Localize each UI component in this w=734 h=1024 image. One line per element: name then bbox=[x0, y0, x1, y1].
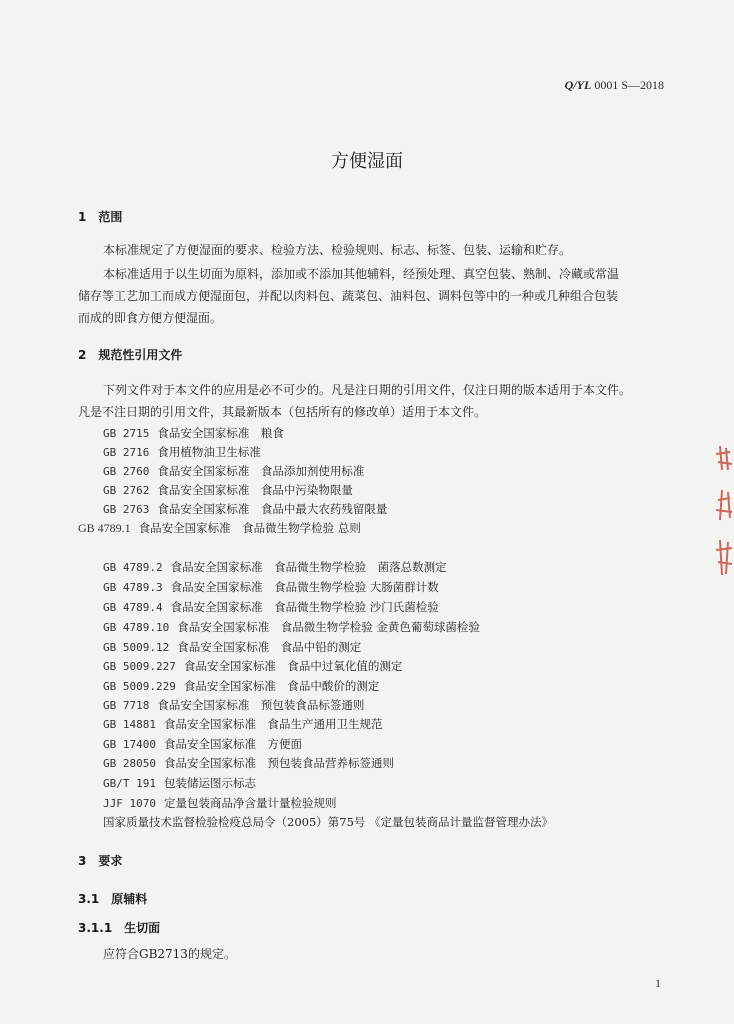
ref-item bbox=[103, 755, 394, 771]
section-title: 范围 bbox=[98, 210, 123, 224]
ref-item bbox=[103, 619, 480, 635]
ref-item bbox=[103, 639, 361, 655]
ref-item bbox=[103, 425, 284, 441]
ref-title: 食品安全国家标准 食品中酸价的测定 bbox=[183, 679, 380, 693]
section-3-heading bbox=[78, 852, 122, 869]
ref-item bbox=[103, 775, 256, 791]
ref-item bbox=[103, 736, 302, 752]
ref-title: 食品安全国家标准 食品微生物学检验 沙门氏菌检验 bbox=[170, 600, 439, 614]
ref-item bbox=[103, 501, 387, 517]
ref-title: 包装储运图示标志 bbox=[163, 776, 256, 790]
refs-intro-line-1: 下列文件对于本文件的应用是必不可少的。凡是注日期的引用文件，仅注日期的版本适用于本文件。 bbox=[103, 383, 632, 397]
ref-title: 食品安全国家标准 食品中铅的测定 bbox=[177, 640, 362, 654]
ref-title: 食品安全国家标准 食品微生物学检验 总则 bbox=[138, 521, 361, 535]
standard-code-number: 0001 S—2018 bbox=[594, 78, 664, 92]
refs-intro-line-2: 凡是不注日期的引用文件，其最新版本（包括所有的修改单）适用于本文件。 bbox=[78, 405, 487, 419]
section-number: 3 bbox=[78, 854, 87, 868]
ref-title: 食品安全国家标准 食品中污染物限量 bbox=[157, 483, 353, 497]
ref-code: GB 2760 bbox=[103, 465, 150, 478]
ref-code: GB 2762 bbox=[103, 484, 150, 497]
section-2-heading bbox=[78, 346, 182, 363]
ref-item bbox=[103, 482, 353, 498]
section-3-1-1-heading bbox=[78, 919, 160, 936]
section-3-1-heading bbox=[78, 890, 147, 907]
ref-title: 国家质量技术监督检验检疫总局令（2005）第75号 《定量包装商品计量监督管理办法》 bbox=[103, 815, 554, 829]
ref-title: 食品安全国家标准 方便面 bbox=[163, 737, 302, 751]
ref-code: GB 7718 bbox=[103, 699, 150, 712]
scope-paragraph-2-line-1: 本标准适用于以生切面为原料，添加或不添加其他辅料，经预处理、真空包装、熟制、冷藏或常温 bbox=[103, 267, 620, 281]
ref-code: GB 5009.12 bbox=[103, 641, 170, 654]
ref-code: GB 5009.229 bbox=[103, 680, 176, 693]
ref-title: 食品安全国家标准 食品微生物学检验 大肠菌群计数 bbox=[170, 580, 439, 594]
section-title: 原辅料 bbox=[111, 892, 148, 906]
ref-title: 食用植物油卫生标准 bbox=[157, 445, 261, 459]
scope-paragraph-2-line-3: 而成的即食方便方便湿面。 bbox=[78, 311, 223, 325]
ref-item bbox=[103, 559, 447, 575]
section-title: 规范性引用文件 bbox=[98, 348, 183, 362]
ref-item bbox=[103, 463, 364, 479]
ref-item bbox=[103, 579, 439, 595]
ref-item bbox=[103, 716, 382, 732]
scope-paragraph-1: 本标准规定了方便湿面的要求、检验方法、检验规则、标志、标签、包装、运输和贮存。 bbox=[103, 243, 572, 257]
ref-item bbox=[103, 795, 336, 811]
ref-title: 食品安全国家标准 预包装食品标签通则 bbox=[157, 698, 365, 712]
ref-item bbox=[103, 599, 439, 615]
standard-code bbox=[520, 78, 664, 93]
ref-code: GB 4789.1 bbox=[78, 521, 131, 535]
ref-code: GB 2763 bbox=[103, 503, 150, 516]
ref-code: JJF 1070 bbox=[103, 797, 156, 810]
ref-title: 食品安全国家标准 食品中最大农药残留限量 bbox=[157, 502, 388, 516]
ref-code: GB 4789.3 bbox=[103, 581, 163, 594]
ref-item bbox=[103, 444, 261, 460]
scope-paragraph-2-line-2: 储存等工艺加工而成方便湿面包，并配以肉料包、蔬菜包、油料包、调料包等中的一种或几种组合包装 bbox=[78, 289, 619, 303]
section-3-1-1-text: 应符合GB2713的规定。 bbox=[103, 947, 236, 961]
ref-item bbox=[103, 697, 364, 713]
ref-title: 定量包装商品净含量计量检验规则 bbox=[163, 796, 337, 810]
ref-code: GB 28050 bbox=[103, 757, 156, 770]
ref-item bbox=[103, 658, 402, 674]
ref-title: 食品安全国家标准 食品中过氧化值的测定 bbox=[183, 659, 403, 673]
ref-title: 食品安全国家标准 食品生产通用卫生规范 bbox=[163, 717, 383, 731]
section-number: 2 bbox=[78, 348, 87, 362]
section-title: 要求 bbox=[98, 854, 123, 868]
ref-code: GB 17400 bbox=[103, 738, 156, 751]
ref-item-regulation bbox=[103, 814, 553, 830]
section-1-heading bbox=[78, 208, 122, 225]
ref-title: 食品安全国家标准 食品微生物学检验 金黄色葡萄球菌检验 bbox=[177, 620, 480, 634]
ref-code: GB 4789.10 bbox=[103, 621, 170, 634]
ref-item bbox=[78, 520, 361, 536]
ref-code: GB 4789.2 bbox=[103, 561, 163, 574]
ref-title: 食品安全国家标准 粮食 bbox=[157, 426, 284, 440]
section-number: 3.1 bbox=[78, 892, 100, 906]
section-number: 3.1.1 bbox=[78, 921, 113, 935]
page-number: 1 bbox=[655, 976, 661, 990]
ref-item bbox=[103, 678, 379, 694]
section-title: 生切面 bbox=[124, 921, 161, 935]
standard-code-prefix: Q/YL bbox=[564, 78, 592, 92]
ref-code: GB 2715 bbox=[103, 427, 150, 440]
section-number: 1 bbox=[78, 210, 87, 224]
seal-stamp-partial bbox=[710, 440, 734, 600]
ref-code: GB/T 191 bbox=[103, 777, 156, 790]
ref-code: GB 4789.4 bbox=[103, 601, 163, 614]
ref-code: GB 2716 bbox=[103, 446, 150, 459]
document-title: 方便湿面 bbox=[331, 151, 403, 172]
ref-title: 食品安全国家标准 食品添加剂使用标准 bbox=[157, 464, 365, 478]
ref-title: 食品安全国家标准 食品微生物学检验 菌落总数测定 bbox=[170, 560, 447, 574]
ref-code: GB 14881 bbox=[103, 718, 156, 731]
ref-code: GB 5009.227 bbox=[103, 660, 176, 673]
ref-title: 食品安全国家标准 预包装食品营养标签通则 bbox=[163, 756, 394, 770]
